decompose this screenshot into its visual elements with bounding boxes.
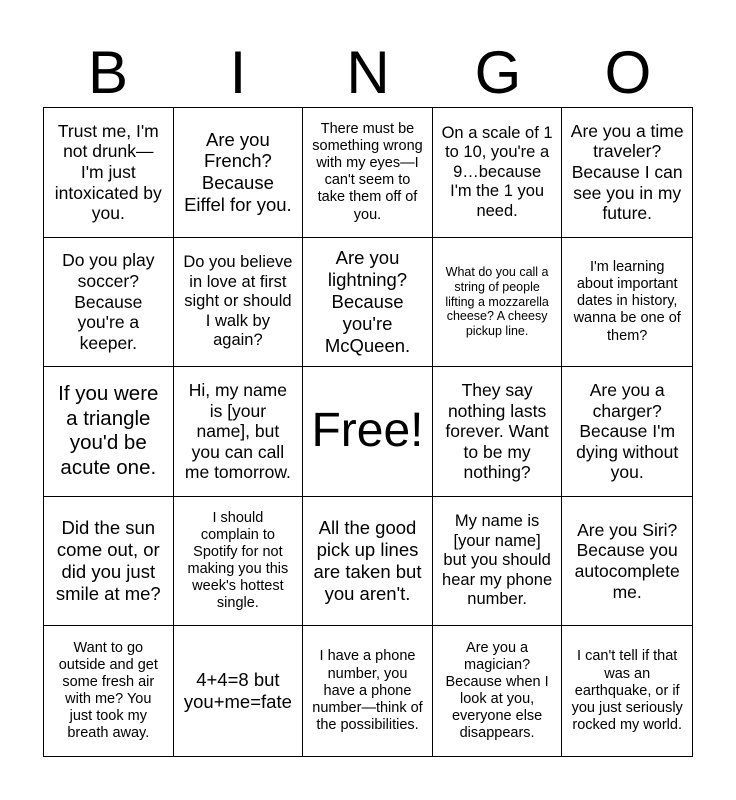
bingo-cell[interactable]: On a scale of 1 to 10, you're a 9…because I'm the 1 you need. <box>433 108 563 238</box>
bingo-cell[interactable]: Do you play soccer? Because you're a keeper. <box>44 238 174 368</box>
bingo-cell[interactable]: Are you Siri? Because you autocomplete me. <box>562 497 692 627</box>
header-letter-b: B <box>87 39 129 106</box>
bingo-cell[interactable]: My name is [your name] but you should hear my phone number. <box>433 497 563 627</box>
bingo-cell-free[interactable]: Free! <box>303 367 433 497</box>
header-letter-n: N <box>346 39 390 106</box>
header-letter-o: O <box>604 39 652 106</box>
bingo-cell[interactable]: They say nothing lasts forever. Want to be my nothing? <box>433 367 563 497</box>
bingo-cell[interactable]: Hi, my name is [your name], but you can call me tomorrow. <box>174 367 304 497</box>
bingo-cell[interactable]: If you were a triangle you'd be acute one. <box>44 367 174 497</box>
bingo-cell[interactable]: Trust me, I'm not drunk—I'm just intoxicated by you. <box>44 108 174 238</box>
bingo-header <box>43 40 693 106</box>
bingo-cell[interactable]: Want to go outside and get some fresh air with me? You just took my breath away. <box>44 626 174 756</box>
bingo-cell[interactable]: Are you a magician? Because when I look at you, everyone else disappears. <box>433 626 563 756</box>
bingo-cell[interactable]: Are you a time traveler? Because I can see you in my future. <box>562 108 692 238</box>
bingo-cell[interactable]: Do you believe in love at first sight or should I walk by again? <box>174 238 304 368</box>
bingo-cell[interactable]: Did the sun come out, or did you just smile at me? <box>44 497 174 627</box>
bingo-cell[interactable]: I have a phone number, you have a phone number—think of the possibilities. <box>303 626 433 756</box>
bingo-cell[interactable]: All the good pick up lines are taken but you aren't. <box>303 497 433 627</box>
header-letter-g: G <box>474 39 522 106</box>
bingo-cell[interactable]: What do you call a string of people lifting a mozzarella cheese? A cheesy pickup line. <box>433 238 563 368</box>
bingo-cell[interactable]: I'm learning about important dates in history, wanna be one of them? <box>562 238 692 368</box>
bingo-cell[interactable]: Are you a charger? Because I'm dying without you. <box>562 367 692 497</box>
bingo-cell[interactable]: I should complain to Spotify for not making you this week's hottest single. <box>174 497 304 627</box>
header-letter-i: I <box>229 39 247 106</box>
bingo-board <box>43 107 693 757</box>
bingo-cell[interactable]: There must be something wrong with my eyes—I can't seem to take them off of you. <box>303 108 433 238</box>
bingo-cell[interactable]: Are you French? Because Eiffel for you. <box>174 108 304 238</box>
bingo-cell[interactable]: I can't tell if that was an earthquake, or if you just seriously rocked my world. <box>571 648 683 733</box>
bingo-cell[interactable]: 4+4=8 but you+me=fate <box>174 626 304 756</box>
bingo-cell[interactable]: Are you lightning? Because you're McQueen. <box>303 238 433 368</box>
